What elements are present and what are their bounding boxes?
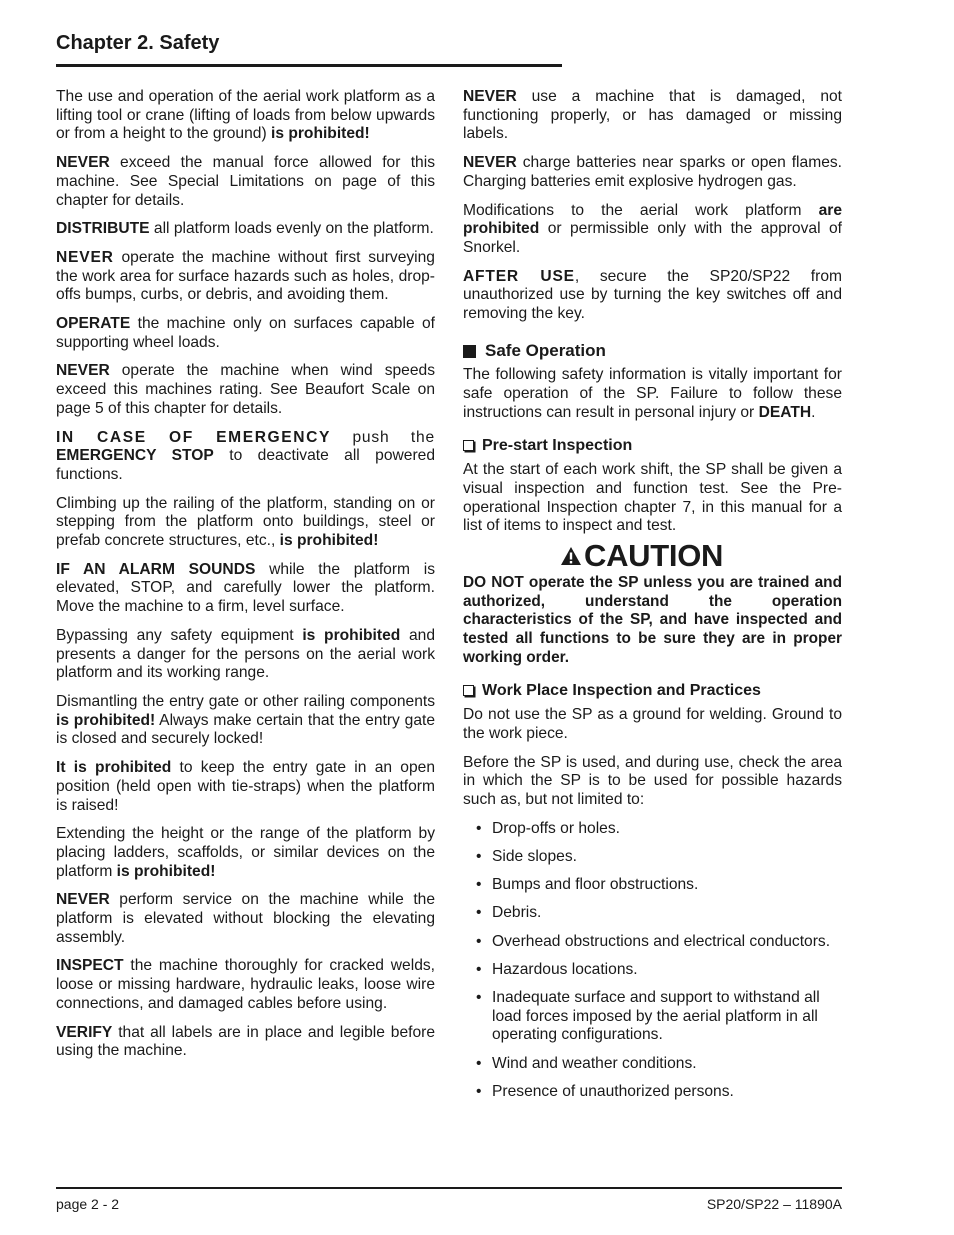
list-item: • Overhead obstructions and electrical conductors. [463, 933, 842, 952]
left-column [56, 88, 435, 1071]
list-item: • Presence of unauthorized persons. [463, 1083, 842, 1102]
list-item: • Bumps and floor obstructions. [463, 876, 842, 895]
list-item: • Hazardous locations. [463, 961, 842, 980]
paragraph: At the start of each work shift, the SP shall be given a visual inspection and function test. See the Pre-operational Inspection chapter 7, in this manual for a list of items to inspect and test. [463, 461, 842, 535]
paragraph: The following safety information is vitally important for safe operation of the SP. Failure to follow these instructions can result in personal injury or DEATH. [463, 366, 842, 421]
header-rule [56, 64, 562, 67]
paragraph: AFTER USE, secure the SP20/SP22 from unauthorized use by turning the key switches off and removing the key. [463, 267, 842, 323]
section-heading-label: Safe Operation [485, 340, 606, 360]
document-id: SP20/SP22 – 11890A [706, 1196, 842, 1212]
list-item: • Side slopes. [463, 848, 842, 867]
sub-heading-work-place-inspection [463, 682, 842, 701]
paragraph: NEVER use a machine that is damaged, not functioning properly, or has damaged or missing labels. [463, 88, 842, 143]
list-item: • Wind and weather conditions. [463, 1055, 842, 1074]
sub-heading-prestart-inspection [463, 437, 842, 456]
chapter-title: Chapter 2. Safety [56, 32, 220, 54]
paragraph: The use and operation of the aerial work platform as a lifting tool or crane (lifting of loads from below upwards or from a height to the ground) is prohibited! [56, 88, 435, 143]
section-heading-safe-operation [463, 342, 842, 361]
paragraph: VERIFY that all labels are in place and legible before using the machine. [56, 1023, 435, 1060]
paragraph: Do not use the SP as a ground for welding. Ground to the work piece. [463, 706, 842, 742]
paragraph: Dismantling the entry gate or other railing components is prohibited! Always make certain that the entry gate is closed and securely locked! [56, 692, 436, 748]
paragraph: IN CASE OF EMERGENCY push the EMERGENCY STOP to deactivate all powered functions. [56, 428, 436, 483]
right-column [463, 88, 842, 1111]
hazard-list [463, 820, 842, 1102]
paragraph: NEVER perform service on the machine while the platform is elevated without blocking the elevating assembly. [56, 891, 435, 946]
footer-rule [56, 1187, 842, 1189]
paragraph: OPERATE the machine only on surfaces capable of supporting wheel loads. [56, 315, 435, 351]
paragraph: Extending the height or the range of the platform by placing ladders, scaffolds, or similar devices on the platform is prohibited! [56, 825, 435, 880]
paragraph: Climbing up the railing of the platform, standing on or stepping from the platform onto buildings, steel or prefab concrete structures, etc., is prohibited! [56, 494, 435, 550]
sub-heading-label: Pre-start Inspection [482, 436, 633, 454]
paragraph: Bypassing any safety equipment is prohibited and presents a danger for the persons on the aerial work platform and its working range. [56, 626, 436, 682]
paragraph: It is prohibited to keep the entry gate in an open position (held open with tie-straps) when the platform is raised! [56, 759, 435, 814]
checkbox-icon [463, 440, 474, 451]
paragraph: DISTRIBUTE all platform loads evenly on the platform. [56, 220, 434, 238]
caution-title [560, 537, 842, 573]
paragraph: IF AN ALARM SOUNDS while the platform is elevated, STOP, and carefully lower the platform. Move the machine to a firm, level surface. [56, 560, 435, 616]
paragraph: Before the SP is used, and during use, check the area in which the SP is to be used for possible hazards such as, but not limited to: [463, 753, 842, 809]
square-bullet-icon [463, 345, 476, 358]
caution-label: CAUTION [584, 537, 724, 573]
list-item: • Debris. [463, 904, 842, 923]
paragraph: NEVER exceed the manual force allowed for this machine. See Special Limitations on page of this chapter for details. [56, 154, 435, 209]
page-number: page 2 - 2 [56, 1196, 120, 1212]
warning-triangle-icon [560, 546, 582, 566]
paragraph: NEVER operate the machine when wind speeds exceed this machines rating. See Beaufort Scale on page 5 of this chapter for details. [56, 362, 435, 417]
paragraph: INSPECT the machine thoroughly for cracked welds, loose or missing hardware, hydraulic leaks, loose wire connections, and damaged cables before using. [56, 957, 435, 1012]
paragraph: Modifications to the aerial work platform are prohibited or permissible only with the approval of Snorkel. [463, 201, 842, 256]
caution-text: DO NOT operate the SP unless you are trained and authorized, understand the operation characteristics of the SP, and have inspected and tested all functions to be sure they are in proper working order. [463, 574, 842, 666]
checkbox-icon [463, 685, 474, 696]
sub-heading-label: Work Place Inspection and Practices [482, 681, 761, 699]
list-item: • Drop-offs or holes. [463, 820, 842, 839]
list-item: • Inadequate surface and support to withstand all load forces imposed by the aerial platform in all operating configurations. [463, 989, 842, 1045]
paragraph: NEVER operate the machine without first surveying the work area for surface hazards such as holes, drop-offs bumps, curbs, or debris, and avoiding them. [56, 248, 435, 304]
paragraph: NEVER charge batteries near sparks or open flames. Charging batteries emit explosive hydrogen gas. [463, 154, 842, 190]
